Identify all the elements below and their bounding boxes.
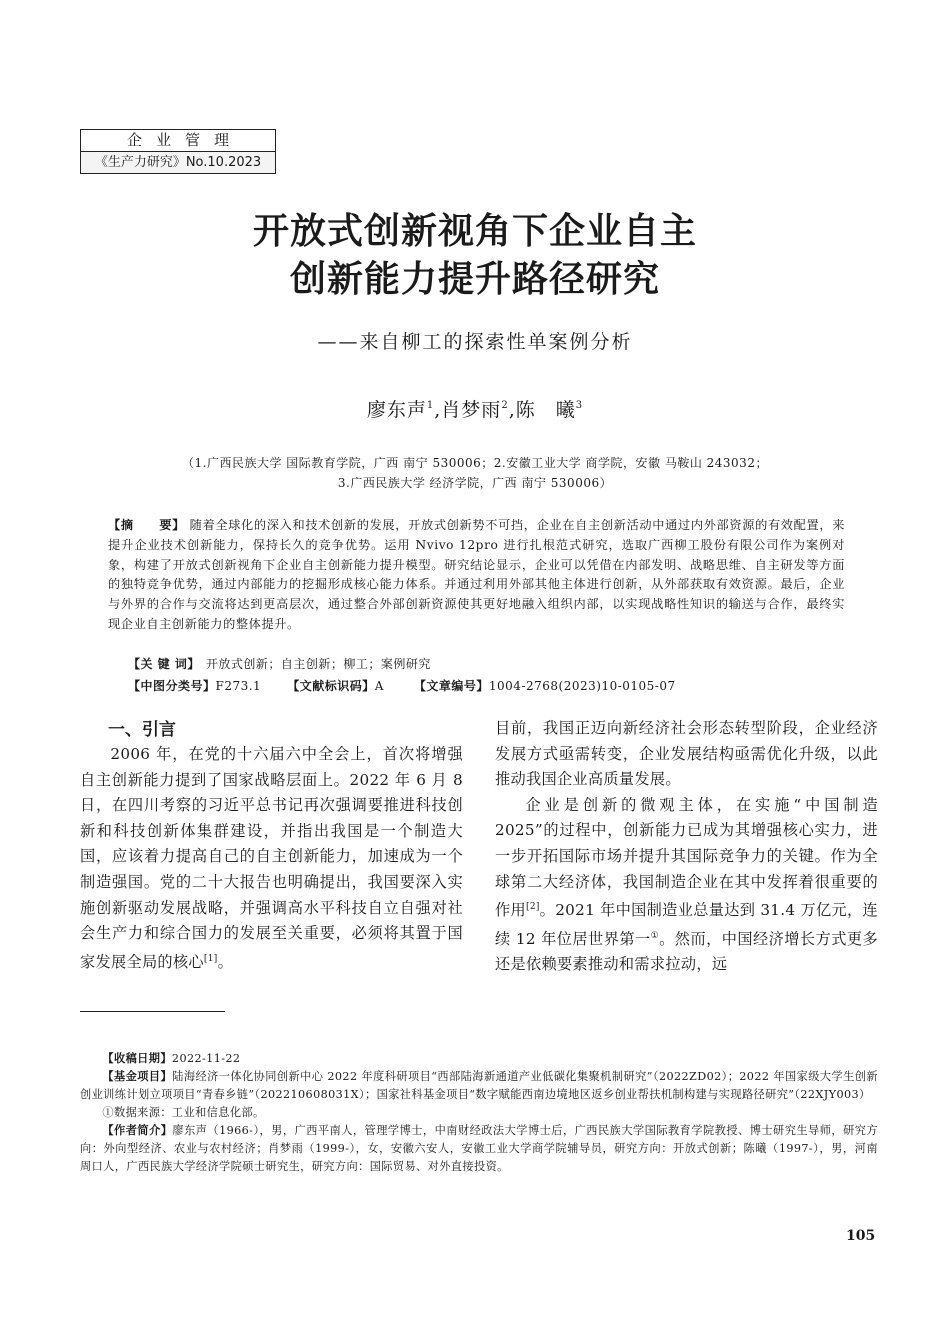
page-number: 105	[846, 1228, 876, 1244]
abstract-text: 随着全球化的深入和技术创新的发展，开放式创新势不可挡，企业在自主创新活动中通过内外部资源的有效配置，来提升企业技术创新能力，保持长久的竞争优势。运用 Nvivo 12pro 进行扎根范式研究，选取广西柳工股份有限公司作为案例对象，构建了开放式创新视角下企业自主创新能力提升模型。研究结论显示，企业可以凭借在内部发明、战略思维、自主研发等方面的独特竞争优势，通过内部能力的挖掘形成核心能力体系。并通过利用外部其他主体进行创新，从外部获取有效资源。最后，企业与外界的合作与交流将达到更高层次，通过整合外部创新资源使其更好地融入组织内部，以实现战略性知识的输送与合作，最终实现企业自主创新能力的整体提升。	[108, 518, 845, 631]
journal-header-box	[80, 129, 276, 174]
paragraph-end: 。	[217, 952, 234, 971]
author-separator: ,	[434, 399, 442, 421]
author-affiliation-mark: 2	[501, 400, 509, 411]
classification-line	[128, 676, 682, 696]
author-name: 廖东声	[366, 399, 427, 421]
keywords-label: 【关 键 词】	[128, 657, 200, 671]
author-separator: ,	[508, 399, 516, 421]
body-column-right	[495, 716, 878, 978]
citation-ref: [1]	[203, 953, 218, 964]
author-bio-label: 【作者简介】	[102, 1124, 173, 1137]
author-list	[0, 392, 950, 424]
fund-value: 陆海经济一体化协同创新中心 2022 年度科研项目“西部陆海新通道产业低碳化集聚机制研究”（2022ZD02）；2022 年国家级大学生创新创业训练计划立项项目“青春乡链”（202210608031X）；国家社科基金项目“数字赋能西南边境地区返乡创业帮扶机制构建与实现路径研究”（22XJY003）	[80, 1070, 878, 1101]
author-name: 陈 曦	[515, 399, 576, 421]
paper-title-line2: 创新能力提升路径研究	[289, 259, 660, 300]
affiliations	[130, 453, 820, 493]
author-bio	[80, 1122, 878, 1176]
fund-label: 【基金项目】	[102, 1070, 173, 1083]
footnote-divider	[80, 1011, 225, 1012]
doc-code-value: A	[374, 679, 384, 693]
footnote-mark: ①	[650, 930, 660, 941]
paragraph-text: 企业是创新的微观主体，在实施“中国制造 2025”的过程中，创新能力已成为其增强核心实力，进一步开拓国际市场并提升其国际竞争力的关键。作为全球第二大经济体，我国制造企业在其中发挥着很重要的作用	[495, 795, 878, 920]
doc-code-label: 【文献标识码】	[287, 679, 375, 693]
author-name: 肖梦雨	[441, 399, 502, 421]
clc-value: F273.1	[215, 679, 262, 693]
body-paragraph	[495, 793, 878, 978]
clc-label: 【中图分类号】	[128, 679, 216, 693]
body-paragraph	[80, 742, 463, 975]
author-bio-value: 廖东声（1966-），男，广西平南人，管理学博士，中南财经政法大学博士后，广西民族大学国际教育学院教授、博士研究生导师，研究方向：外向型经济、农业与农村经济；肖梦雨（1999-），女，安徽六安人，安徽工业大学商学院辅导员，研究方向：开放式创新；陈曦（1997-），男，河南周口人，广西民族大学经济学院硕士研究生，研究方向：国际贸易、对外直接投资。	[80, 1124, 878, 1173]
abstract	[108, 516, 845, 635]
footnotes	[80, 1050, 878, 1176]
section-heading: 一、引言	[108, 720, 176, 740]
citation-ref: [2]	[526, 902, 540, 913]
article-number-label: 【文章编号】	[413, 679, 489, 693]
article-number-value: 1004-2768(2023)10-0105-07	[488, 679, 676, 693]
section-label: 企业管理	[81, 130, 275, 152]
paragraph-text: 。2021 年中国制造业总量达到 31.4 万亿元，连续 12 年位居世界第一	[495, 901, 878, 948]
body-column-left	[80, 742, 463, 975]
fund-info	[80, 1068, 878, 1104]
affiliation-line: （1.广西民族大学 国际教育学院，广西 南宁 530006；2.安徽工业大学 商学院，安徽 马鞍山 243032；	[182, 456, 768, 470]
body-paragraph: 目前，我国正迈向新经济社会形态转型阶段，企业经济发展方式亟需转变，企业发展结构亟需优化升级，以此推动我国企业高质量发展。	[495, 719, 878, 789]
affiliation-line: 3.广西民族大学 经济学院，广西 南宁 530006）	[337, 476, 613, 490]
journal-issue: 《生产力研究》No.10.2023	[81, 152, 275, 173]
received-label: 【收稿日期】	[102, 1052, 172, 1065]
paragraph-text: 2006 年，在党的十六届六中全会上，首次将增强自主创新能力提到了国家战略层面上。2022 年 6 月 8 日，在四川考察的习近平总书记再次强调要推进科技创新和科技创新体集群建设，并指出我国是一个制造大国，应该着力提高自己的自主创新能力，加速成为一个制造强国。党的二十大报告也明确提出，我国要深入实施创新驱动发展战略，并强调高水平科技自立自强对社会生产力和综合国力的发展至关重要，必须将其置于国家发展全局的核心	[80, 745, 463, 971]
author-affiliation-mark: 1	[426, 400, 435, 411]
abstract-label: 【摘 要】	[108, 518, 186, 532]
keywords-line	[128, 654, 437, 674]
keywords-text: 开放式创新；自主创新；柳工；案例研究	[205, 657, 431, 671]
author-affiliation-mark: 3	[575, 400, 584, 411]
received-date	[80, 1050, 878, 1068]
data-source-note: ①数据来源：工业和信息化部。	[102, 1106, 265, 1119]
paragraph-text: 。然而，中国经济增长方式更多还是依赖要素推动和需求拉动，远	[495, 929, 878, 974]
paper-subtitle: ——来自柳工的探索性单案例分析	[317, 331, 633, 353]
paper-title-line1: 开放式创新视角下企业自主	[252, 211, 697, 252]
received-value: 2022-11-22	[171, 1052, 241, 1065]
